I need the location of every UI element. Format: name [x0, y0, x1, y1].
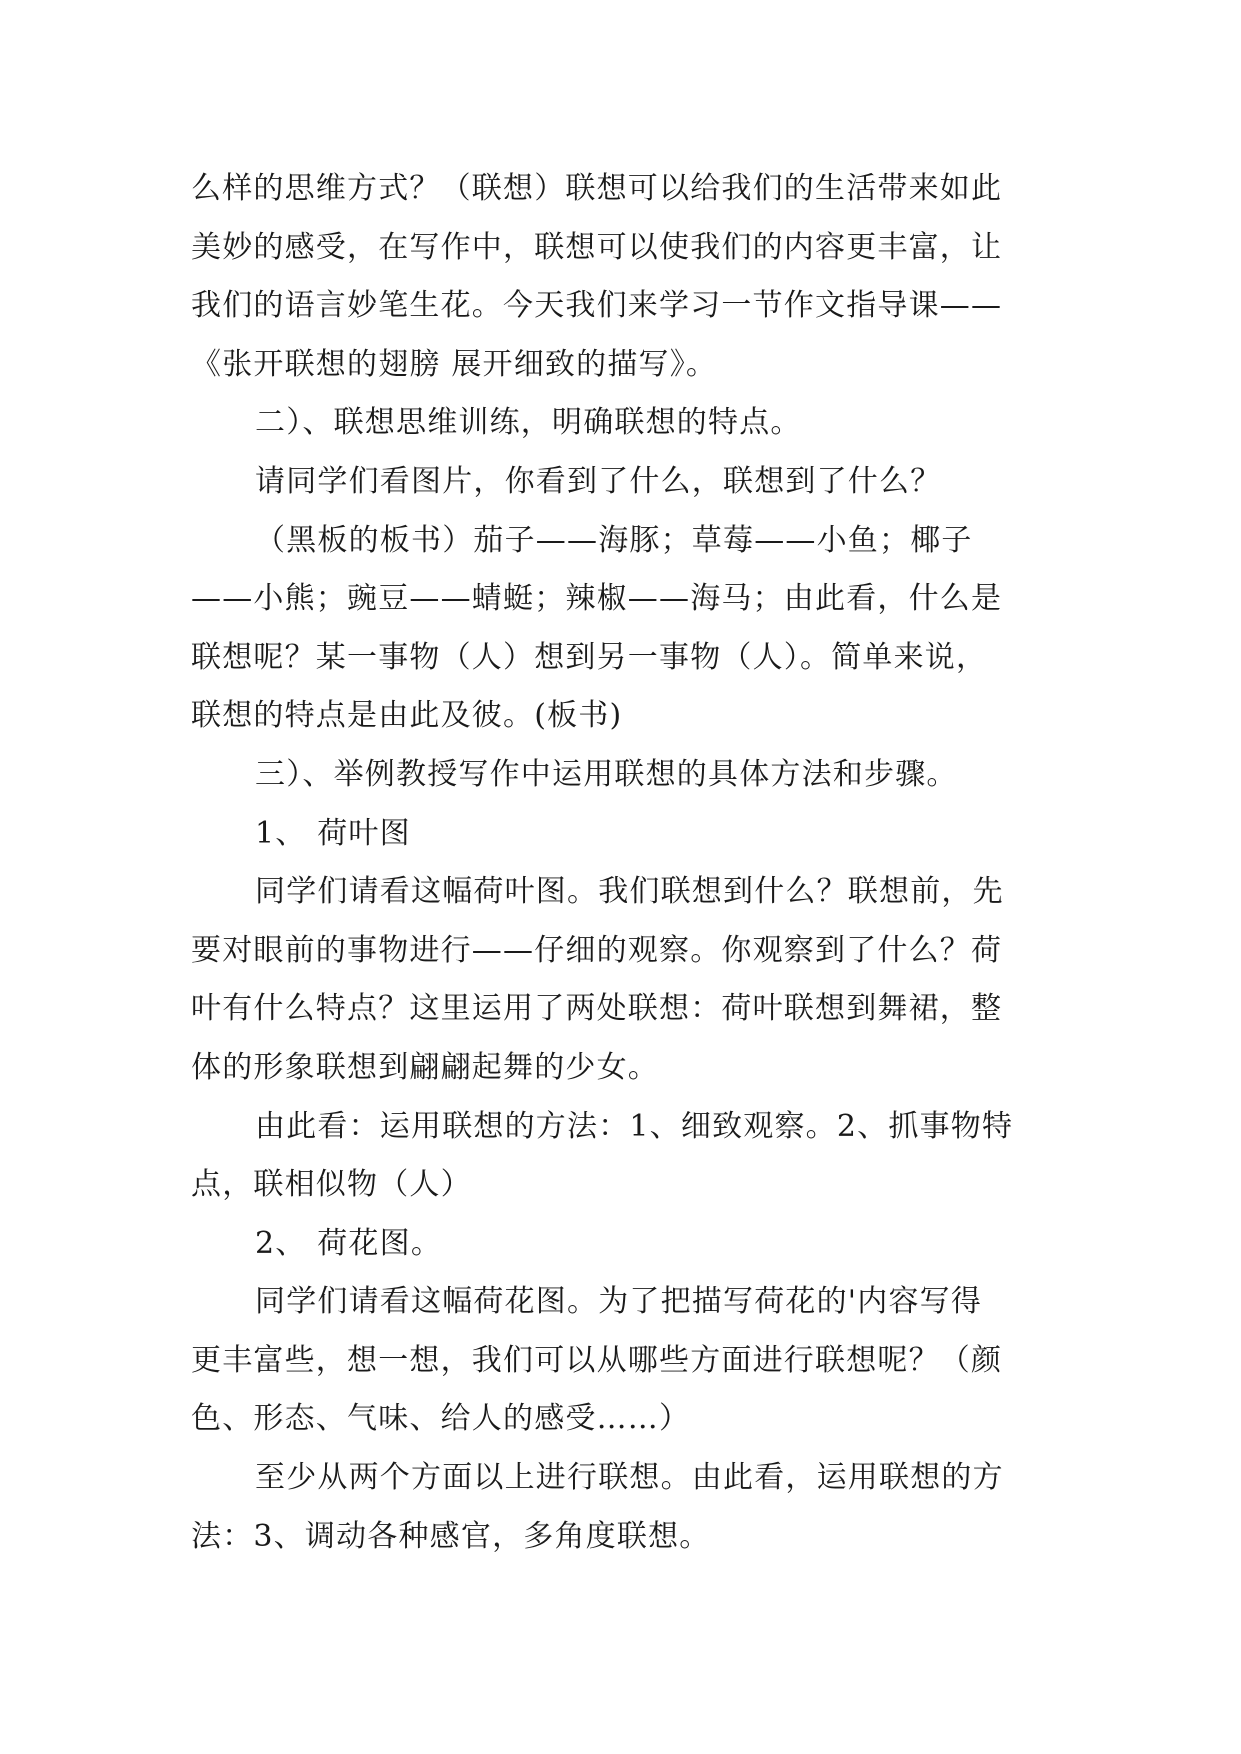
- text-line: 《张开联想的翅膀 展开细致的描写》。: [191, 346, 718, 382]
- text-line: 美妙的感受，在写作中，联想可以使我们的内容更丰富，让: [191, 229, 1003, 265]
- text-line: 2、 荷花图。: [255, 1225, 443, 1261]
- text-line: 法：3、调动各种感官，多角度联想。: [191, 1518, 711, 1554]
- text-line: 由此看：运用联想的方法：1、细致观察。2、抓事物特: [255, 1108, 1014, 1144]
- text-line: 体的形象联想到翩翩起舞的少女。: [191, 1049, 659, 1085]
- text-line: 联想的特点是由此及彼。(板书): [191, 698, 623, 734]
- text-line: 联想呢？某一事物（人）想到另一事物（人）。简单来说，: [191, 639, 988, 675]
- text-line: 同学们请看这幅荷花图。为了把描写荷花的'内容写得: [255, 1284, 983, 1320]
- text-line: 要对眼前的事物进行——仔细的观察。你观察到了什么？荷: [191, 932, 1003, 968]
- text-line: 我们的语言妙笔生花。今天我们来学习一节作文指导课——: [191, 288, 1003, 324]
- text-line: 至少从两个方面以上进行联想。由此看，运用联想的方: [255, 1460, 1004, 1496]
- text-line: 同学们请看这幅荷叶图。我们联想到什么？联想前，先: [255, 874, 1004, 910]
- text-line: 三）、举例教授写作中运用联想的具体方法和步骤。: [255, 756, 958, 792]
- text-line: （黑板的板书）茄子——海豚；草莓——小鱼；椰子: [255, 522, 973, 558]
- text-line: 色、形态、气味、给人的感受……）: [191, 1401, 691, 1437]
- text-line: 二）、联想思维训练，明确联想的特点。: [255, 405, 802, 441]
- text-line: 点，联相似物（人）: [191, 1167, 472, 1203]
- text-line: 更丰富些，想一想，我们可以从哪些方面进行联想呢？（颜: [191, 1342, 1003, 1378]
- document-body: [191, 160, 1053, 1566]
- text-line: 1、 荷叶图: [255, 815, 411, 851]
- text-line: 叶有什么特点？这里运用了两处联想：荷叶联想到舞裙，整: [191, 991, 1003, 1027]
- text-line: 请同学们看图片，你看到了什么，联想到了什么？: [255, 463, 942, 499]
- text-line: ——小熊；豌豆——蜻蜓；辣椒——海马；由此看，什么是: [191, 581, 1003, 617]
- text-line: 么样的思维方式？（联想）联想可以给我们的生活带来如此: [191, 171, 1003, 206]
